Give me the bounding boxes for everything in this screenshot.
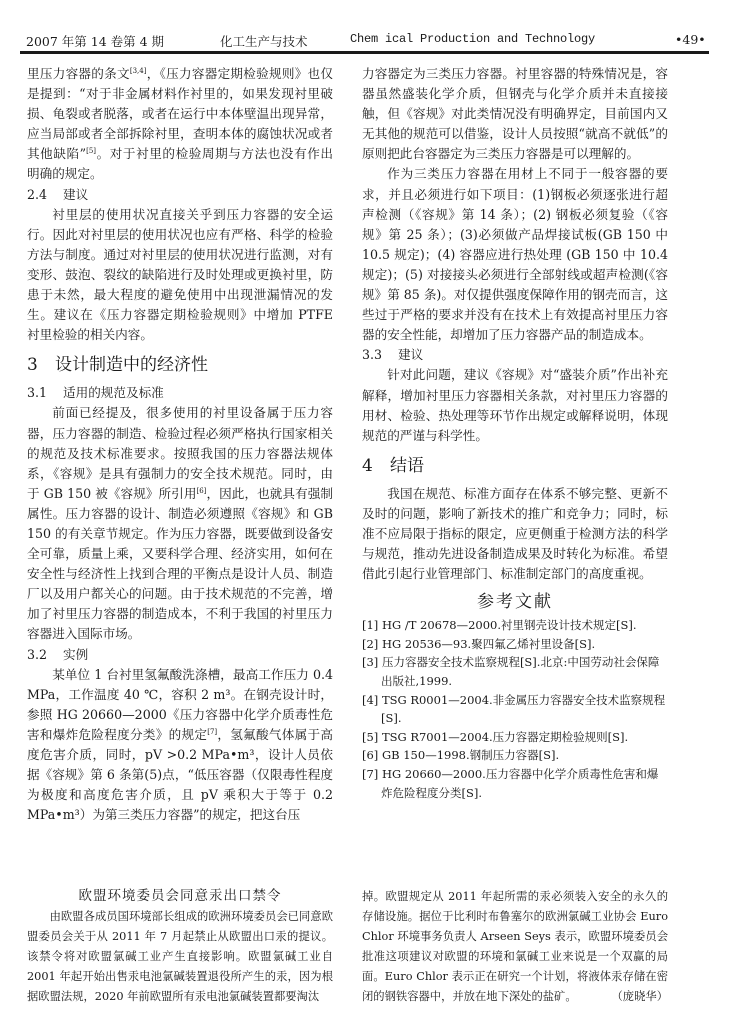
subsection-number: 3.1 [27, 385, 48, 401]
citation[interactable]: [6] [196, 486, 207, 495]
citation[interactable]: [7] [207, 727, 218, 736]
paragraph: 衬里层的使用状况直接关乎到压力容器的安全运行。因此对衬里层的使用状况也应有严格、科学的检验方法与制度。通过对衬里层的使用状况进行监测，对有变形、鼓泡、裂纹的缺陷进行及时处理或更换衬里，防患于未然，最大程度的避免使用中出现泄漏情况的发生。建议在《压力容器定期检验规则》中增加 PTFE 衬里检验的相关内容。 [27, 206, 333, 343]
paragraph: 作为三类压力容器在用材上不同于一般容器的要求，并且必须进行如下项目：(1)钢板必须逐张进行超声检测（《容规》第 14 条）；(2) 钢板必须复验（《容规》第 25 条）；(3)必须做产品焊接试板(GB 150 中 10.5 规定)；(4) 容器应进行热处理 (GB 150 中 10.4 规定)；(5) 对接接头必须进行全部射线或超声检测(《容规》第 85 条)。对仅提供强度保障作用的钢壳而言，这些过于严格的要求并没有在技术上有效提高衬里压力容器的安全性能，却增加了压力容器产品的制造成本。 [362, 166, 669, 343]
subsection-title: 建议 [398, 347, 424, 363]
reference-list [362, 616, 668, 802]
reference-item: [3] 压力容器安全技术监察规程[S].北京:中国劳动社会保障出版社,1999. [362, 655, 660, 689]
paragraph: 针对此问题，建议《容规》对“盛装介质”作出补充解释，增加衬里压力容器相关条款，对衬里压力容器的用材、检验、热处理等环节作出规定或解释说明，体现规范的严谨与科学性。 [362, 367, 668, 443]
text: ，氢氟酸气体属于高度危害介质，同时，pV >0.2 MPa•m³，设计人员依据《容规》第 6 条第(5)点，“低压容器（仅限毒性程度为极度和高度危害介质，且 pV 乘积大于等于 0.2 MPa•m³）为第三类压力容器”的规定，把这台压 [27, 726, 334, 823]
section-heading [27, 353, 333, 377]
section-number: 4 [362, 455, 373, 476]
section-heading [362, 454, 668, 478]
reference-item: [1] HG /T 20678—2000.衬里钢壳设计技术规定[S]. [362, 618, 637, 633]
subsection-number: 3.3 [362, 347, 383, 363]
news-box-left [27, 887, 333, 1007]
issue-info: 2007 年第 14 卷第 4 期 [26, 34, 165, 49]
news-text: 由欧盟各成员国环境部长组成的欧洲环境委员会已同意欧盟委员会关于从 2011 年 7 月起禁止从欧盟出口汞的提议。该禁令将对欧盟氯碱工业产生直接影响。欧盟氯碱工业自 2001 年起开始出售汞电池氯碱装置退役所产生的汞，因为根据欧盟法规，2020 年前欧盟所有汞电池氯碱装置都要淘汰 [27, 910, 333, 1003]
text: 里压力容器的条文 [27, 66, 130, 81]
reference-item: [7] HG 20660—2000.压力容器中化学介质毒性危害和爆炸危险程度分类[S]. [362, 767, 659, 800]
header-rule [20, 51, 709, 54]
subsection-title: 适用的规范及标准 [63, 385, 164, 401]
paragraph: 力容器定为三类压力容器。衬里容器的特殊情况是，容器虽然盛装化学介质，但钢壳与化学介质并未直接接触，但《容规》对此类情况没有明确界定，目前国内又无其他的规范可以借鉴，设计人员按照“就高不就低”的原则把此台容器定为三类压力容器是可以理解的。 [362, 66, 668, 162]
text: ，《压力容器定期检验规则》也仅是提到：“对于非金属材料作衬里的，如果发现衬里破损、龟裂或者脱落，或者在运行中本体壁温出现异常，应当局部或者全部拆除衬里，查明本体的腐蚀状况或者其他缺陷” [27, 66, 334, 162]
reference-item: [2] HG 20536—93.聚四氟乙烯衬里设备[S]. [362, 636, 596, 651]
running-header [20, 26, 706, 49]
subsection-heading [27, 383, 333, 403]
page-number: •49• [675, 32, 706, 47]
text: 掉。欧盟规定从 2011 年起所需的汞必须装入安全的永久的存储设施。据位于比利时布鲁塞尔的欧洲氯碱工业协会 Euro Chlor 环境事务负责人 Arseen Seys 表示，欧盟环境委员会批准这项建议对欧盟的环境和氯碱工业来说是一个双赢的局面。Euro Chlor 表示正在研究一个计划，将液体汞存储在密闭的钢铁容器中，并放在地下深处的盐矿。 [362, 890, 668, 1003]
journal-title-cn: 化工生产与技术 [220, 34, 308, 49]
reference-item: [4] TSG R0001—2004.非金属压力容器安全技术监察规程[S]. [362, 692, 666, 726]
right-column [362, 64, 668, 802]
subsection-heading [362, 345, 668, 365]
left-column [27, 64, 333, 825]
citation[interactable]: [5] [86, 147, 97, 156]
subsection-number: 2.4 [27, 186, 48, 202]
references-title: 参考文献 [477, 592, 553, 613]
news-text [362, 887, 668, 1007]
decorative-chain-divider [27, 876, 669, 884]
subsection-title: 实例 [63, 646, 89, 662]
subsection-title: 建议 [63, 186, 89, 202]
journal-title-en: Chem ical Production and Technology [350, 32, 596, 46]
citation[interactable]: [3,4] [129, 66, 147, 75]
news-author: （庞晓华） [611, 990, 668, 1003]
paragraph [27, 665, 333, 826]
subsection-heading [27, 645, 333, 665]
paragraph [27, 403, 333, 644]
section-title: 设计制造中的经济性 [55, 355, 208, 376]
subsection-heading [27, 185, 333, 205]
subsection-number: 3.2 [27, 646, 48, 662]
paragraph [27, 64, 333, 185]
news-title: 欧盟环境委员会同意汞出口禁令 [78, 888, 282, 904]
text: 。对于衬里的检验周期与方法也没有作出明确的规定。 [27, 146, 333, 182]
text: ，因此，也就具有强制属性。压力容器的设计、制造必须遵照《容规》和 GB 150 的有关章节规定。作为压力容器，既要做到设备安全可靠，质量上乘，又要科学合理、经济实用，如何在安全性与经济性上找到合理的平衡点是设计人员、制造厂以及用户都关心的问题。由于技术规范的不完善，增加了衬里压力容器的制造成本，不利于我国的衬里压力容器进入国际市场。 [27, 485, 333, 642]
reference-item: [5] TSG R7001—2004.压力容器定期检验规则[S]. [362, 729, 629, 744]
news-box-right [362, 887, 668, 1007]
paragraph: 我国在规范、标准方面存在体系不够完整、更新不及时的问题，影响了新技术的推广和竞争力；同时，标准不应局限于指标的限定，应更侧重于检测方法的科学与规范，推动先进设备制造成果及时转化为标准。希望借此引起行业管理部门、标准制定部门的高度重视。 [362, 485, 668, 582]
text: 前面已经提及，很多使用的衬里设备属于压力容器，压力容器的制造、检验过程必须严格执行国家相关的规范及技术标准要求。按照我国的压力容器法规体系，《容规》是具有强制力的安全技术规范。同时，由于 GB 150 被《容规》所引用 [27, 405, 333, 501]
reference-item: [6] GB 150—1998.钢制压力容器[S]. [362, 748, 560, 763]
section-number: 3 [27, 355, 38, 376]
section-title: 结语 [390, 455, 424, 476]
text: 某单位 1 台衬里氢氟酸洗涤槽，最高工作压力 0.4 MPa，工作温度 40 ℃，容积 2 m³。在钢壳设计时，参照 HG 20660—2000《压力容器中化学介质毒性危害和爆炸危险程度分类》的规定 [27, 666, 333, 742]
